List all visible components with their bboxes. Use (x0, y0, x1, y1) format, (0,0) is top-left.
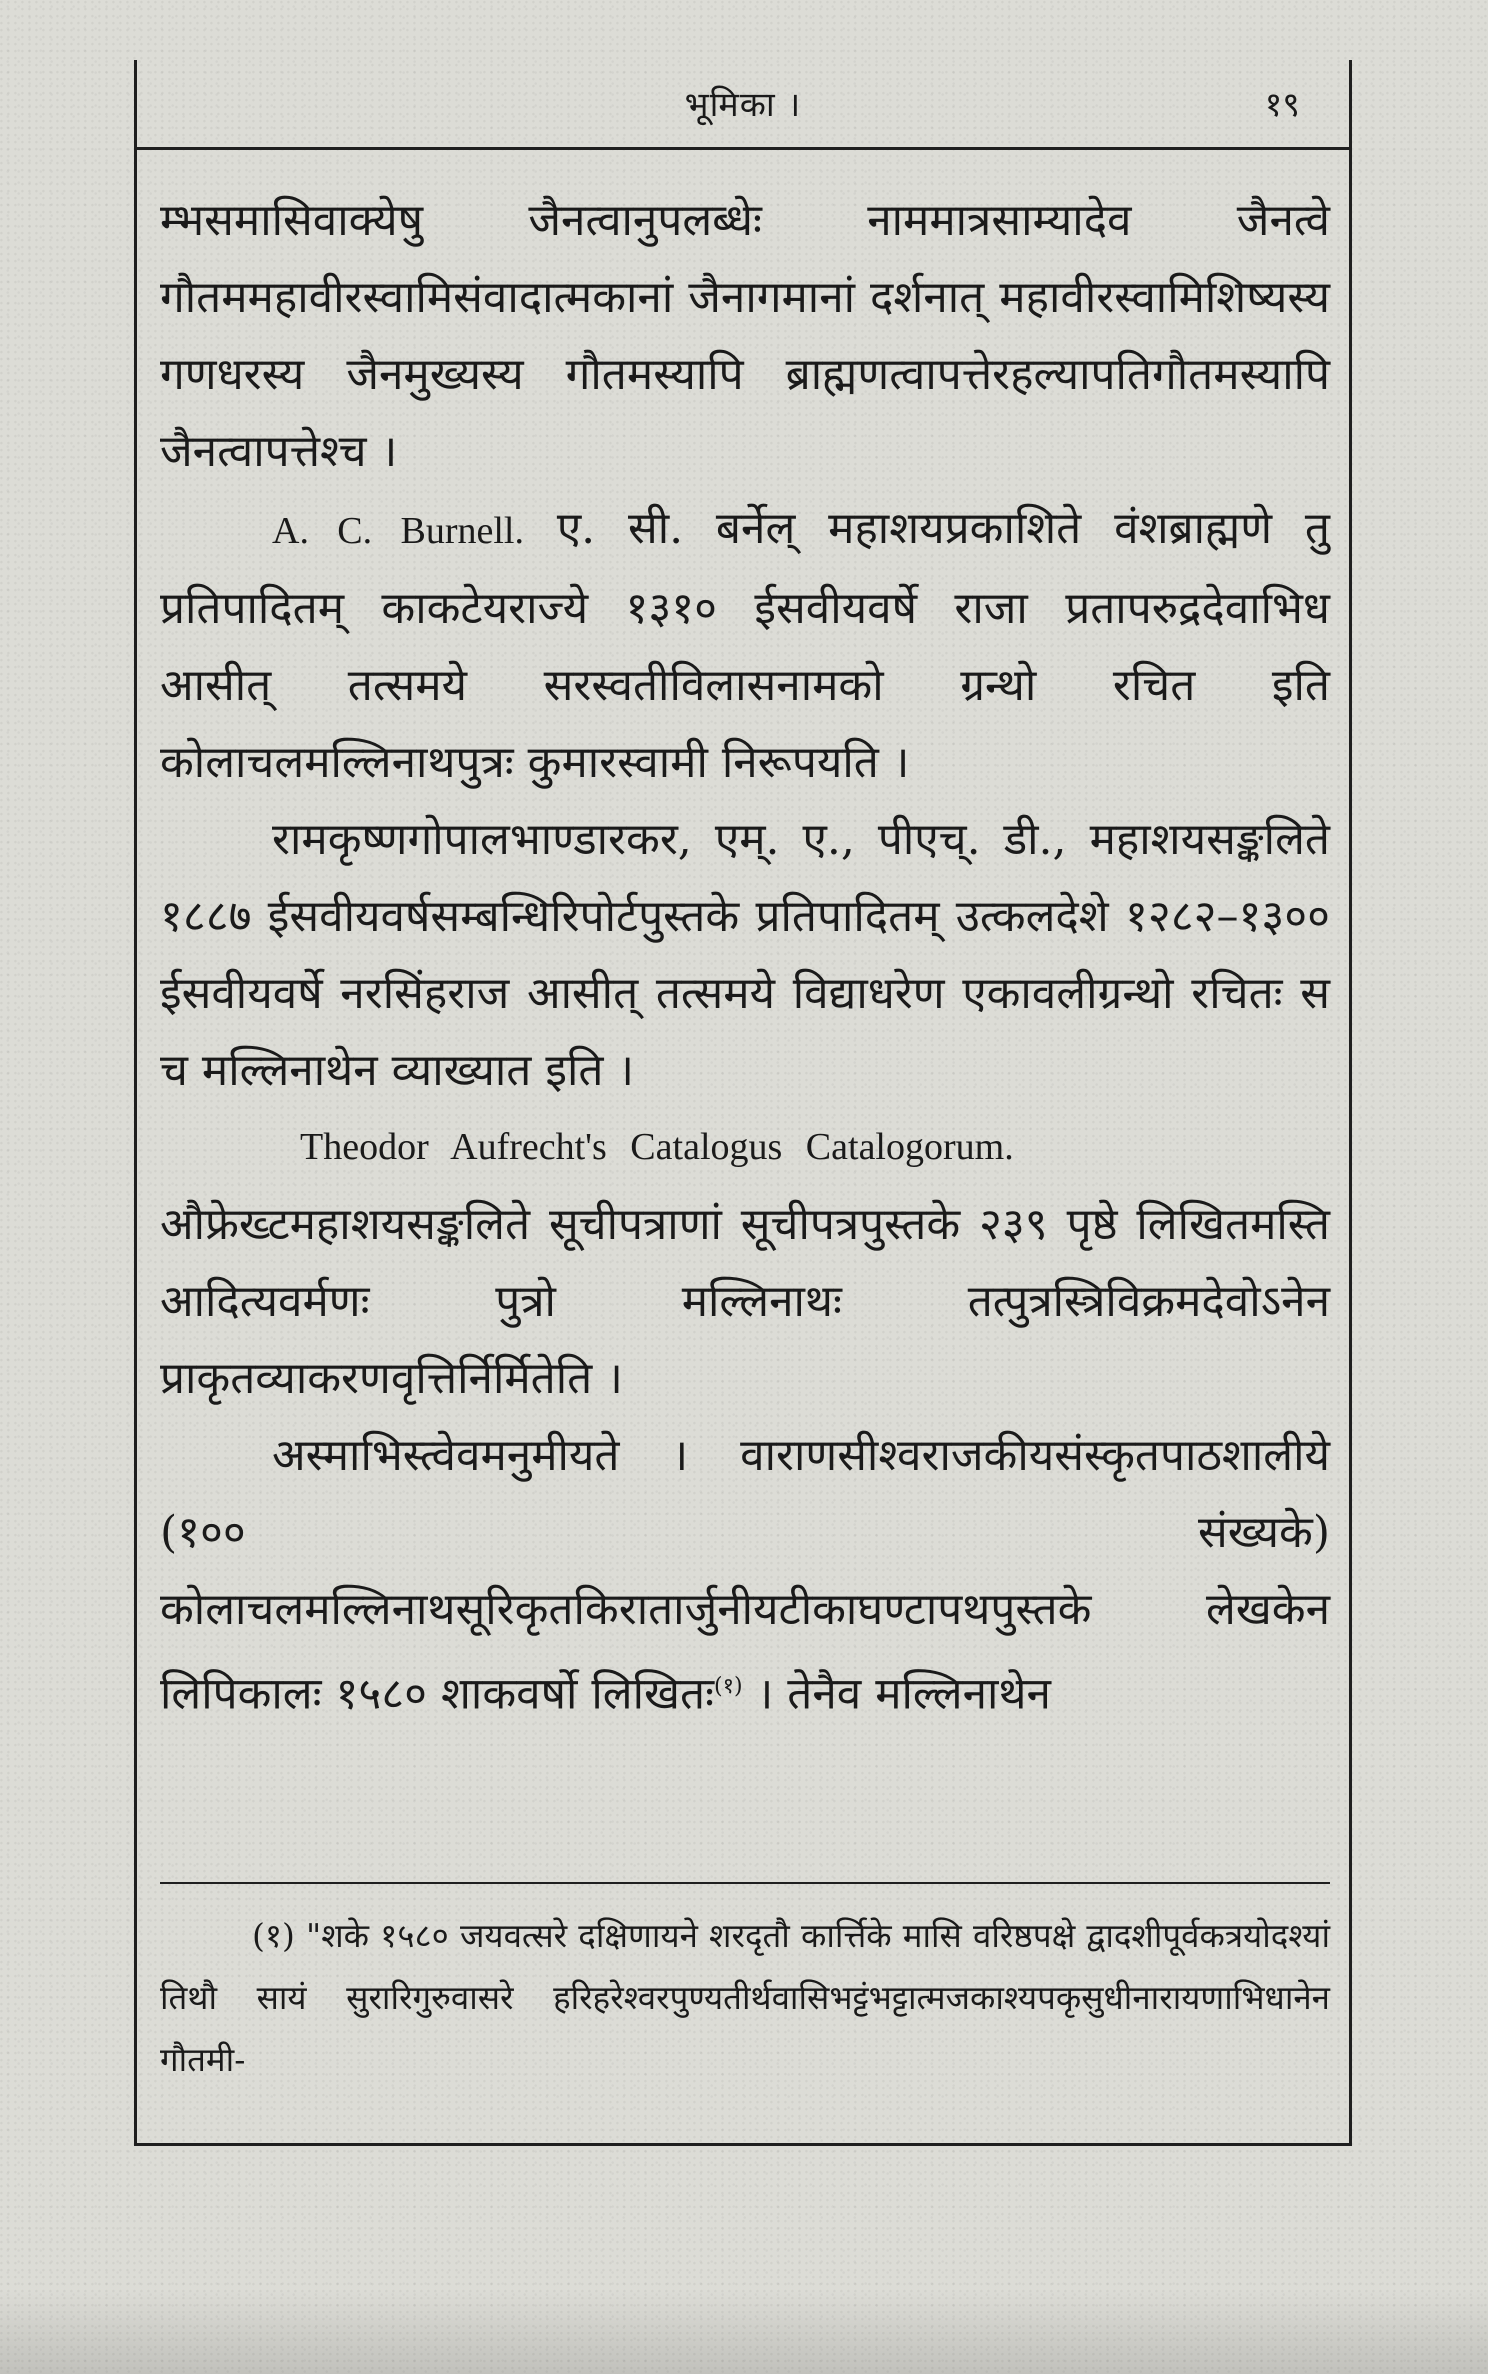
paragraph-burnell (160, 490, 1330, 801)
paragraph-burnell-text: ए. सी. बर्नेल् महाशयप्रकाशिते वंशब्राह्मणे तु प्रतिपादितम् काकटेयराज्ये १३१० ईसवीयवर्षे राजा प्रतापरुद्रदेवाभिध आसीत् तत्समये सरस्वतीविलासनामको ग्रन्थो रचित इति कोलाचलमल्लिनाथपुत्रः कुमारस्वामी निरूपयति । (160, 503, 1330, 788)
paragraph-aufrecht (160, 1186, 1330, 1417)
paragraph-aufrecht-text: औफ्रेख्टमहाशयसङ्कलिते सूचीपत्राणां सूचीपत्रपुस्तके २३९ पृष्ठे लिखितमस्ति आदित्यवर्मणः पुत्रो मल्लिनाथः तत्पुत्रस्त्रिविक्रमदेवोऽनेन प्राकृतव्याकरणवृत्तिर्निर्मितेति । (160, 1199, 1330, 1404)
running-header (134, 60, 1352, 150)
page-number: १९ (1264, 85, 1300, 125)
paragraph-anumana-tail: । तेनैव मल्लिनाथेन (756, 1668, 1051, 1720)
footnote (160, 1905, 1330, 2091)
paragraph-bhandarkar-text: रामकृष्णगोपालभाण्डारकर, एम्. ए., पीएच्. डी., महाशयसङ्कलिते १८८७ ईसवीयवर्षसम्बन्धिरिपोर्टपुस्तके प्रतिपादितम् उत्कलदेशे १२८२–१३०० ईसवीयवर्षे नरसिंहराज आसीत् तत्समये विद्याधरेण एकावलीग्रन्थो रचितः स च मल्लिनाथेन व्याख्यात इति । (160, 814, 1330, 1096)
footnote-marker: (१) (714, 1674, 743, 1699)
footnote-text: (१) "शके १५८० जयवत्सरे दक्षिणायने शरदृतौ कार्त्तिके मासि वरिष्ठपक्षे द्वादशीपूर्वकत्रयोदश्यां तिथौ सायं सुरारिगुरुवासरे हरिहरेश्वरपुण्यतीर्थवासिभट्टंभट्टात्मजकाश्यपकृसुधीनारायणाभिधानेन गौतमी- (160, 1916, 1330, 2079)
footnote-divider (160, 1882, 1330, 1884)
paragraph-1 (160, 182, 1330, 490)
paragraph-anumana-text: अस्माभिस्त्वेवमनुमीयते । वाराणसीश्वराजकीयसंस्कृतपाठशालीये (१०० संख्यके) कोलाचलमल्लिनाथसूरिकृतकिरातार्जुनीयटीकाघण्टापथपुस्तके लेखकेन लिपिकालः १५८० शाकवर्षो लिखितः (160, 1430, 1330, 1720)
main-text (160, 182, 1330, 1733)
header-title: भूमिका । (684, 85, 802, 125)
paragraph-anumana (160, 1417, 1330, 1733)
page-shadow (0, 2290, 1488, 2374)
paragraph-1-text: म्भसमासिवाक्येषु जैनत्वानुपलब्धेः नाममात्रसाम्यादेव जैनत्वे गौतममहावीरस्वामिसंवादात्मकानां जैनागमानां दर्शनात् महावीरस्वामिशिष्यस्य गणधरस्य जैनमुख्यस्य गौतमस्यापि ब्राह्मणत्वापत्तेरहल्यापतिगौतमस्यापि जैनत्वापत्तेश्च । (160, 195, 1330, 477)
burnell-latin-name: A. C. Burnell. (272, 510, 524, 552)
paragraph-bhandarkar (160, 801, 1330, 1109)
catalogus-heading: Theodor Aufrecht's Catalogus Catalogorum. (300, 1126, 1014, 1168)
